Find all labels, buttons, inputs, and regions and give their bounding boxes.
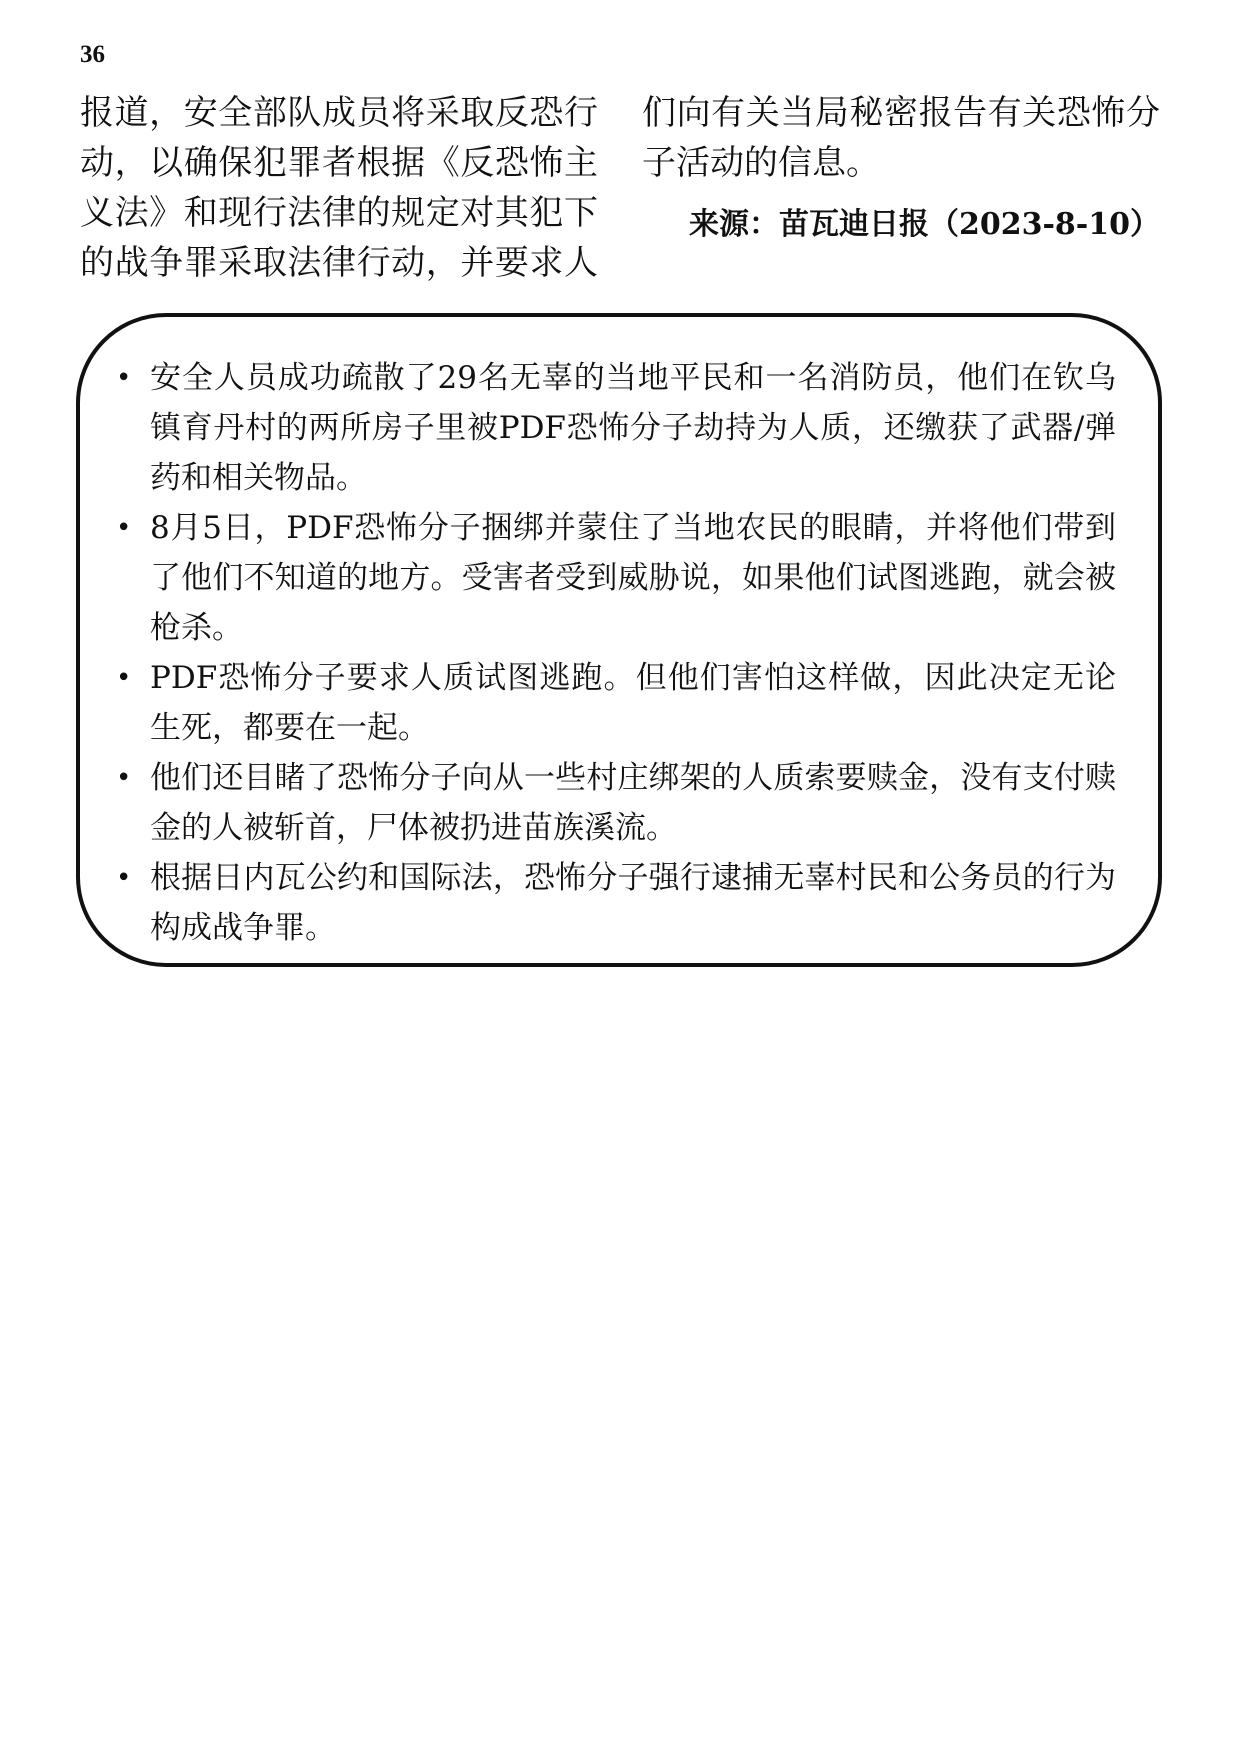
bullet-dot-icon: • bbox=[116, 863, 132, 893]
article-text-left: 报道，安全部队成员将采取反恐行动，以确保犯罪者根据《反恐怖主义法》和现行法律的规定对其犯下的战争罪采取法律行动，并要求人 bbox=[80, 93, 598, 283]
page-number: 36 bbox=[80, 41, 105, 68]
bullet-text: 他们还目睹了恐怖分子向从一些村庄绑架的人质索要赎金，没有支付赎金的人被斩首，尸体被扔进苗族溪流。 bbox=[150, 760, 1116, 846]
bullet-item bbox=[102, 653, 1116, 753]
bullet-dot-icon: • bbox=[116, 363, 132, 393]
article-column-right bbox=[642, 88, 1160, 250]
bullet-dot-icon: • bbox=[116, 663, 132, 693]
bullet-item bbox=[102, 753, 1116, 853]
bullet-text: 8月5日，PDF恐怖分子捆绑并蒙住了当地农民的眼睛，并将他们带到了他们不知道的地方。受害者受到威胁说，如果他们试图逃跑，就会被枪杀。 bbox=[150, 510, 1116, 646]
bullet-list bbox=[102, 353, 1116, 953]
article-column-left bbox=[80, 88, 598, 288]
summary-box bbox=[76, 313, 1162, 967]
bullet-item bbox=[102, 853, 1116, 953]
article-text-right: 们向有关当局秘密报告有关恐怖分子活动的信息。 bbox=[642, 93, 1160, 183]
bullet-dot-icon: • bbox=[116, 763, 132, 793]
bullet-text: 根据日内瓦公约和国际法，恐怖分子强行逮捕无辜村民和公务员的行为构成战争罪。 bbox=[150, 860, 1116, 946]
bullet-item bbox=[102, 503, 1116, 653]
bullet-item bbox=[102, 353, 1116, 503]
bullet-text: 安全人员成功疏散了29名无辜的当地平民和一名消防员，他们在钦乌镇育丹村的两所房子里被PDF恐怖分子劫持为人质，还缴获了武器/弹药和相关物品。 bbox=[150, 360, 1116, 496]
bullet-dot-icon: • bbox=[116, 513, 132, 543]
source-citation: 来源：苗瓦迪日报（2023-8-10） bbox=[688, 207, 1160, 242]
bullet-text: PDF恐怖分子要求人质试图逃跑。但他们害怕这样做，因此决定无论生死，都要在一起。 bbox=[150, 660, 1116, 746]
